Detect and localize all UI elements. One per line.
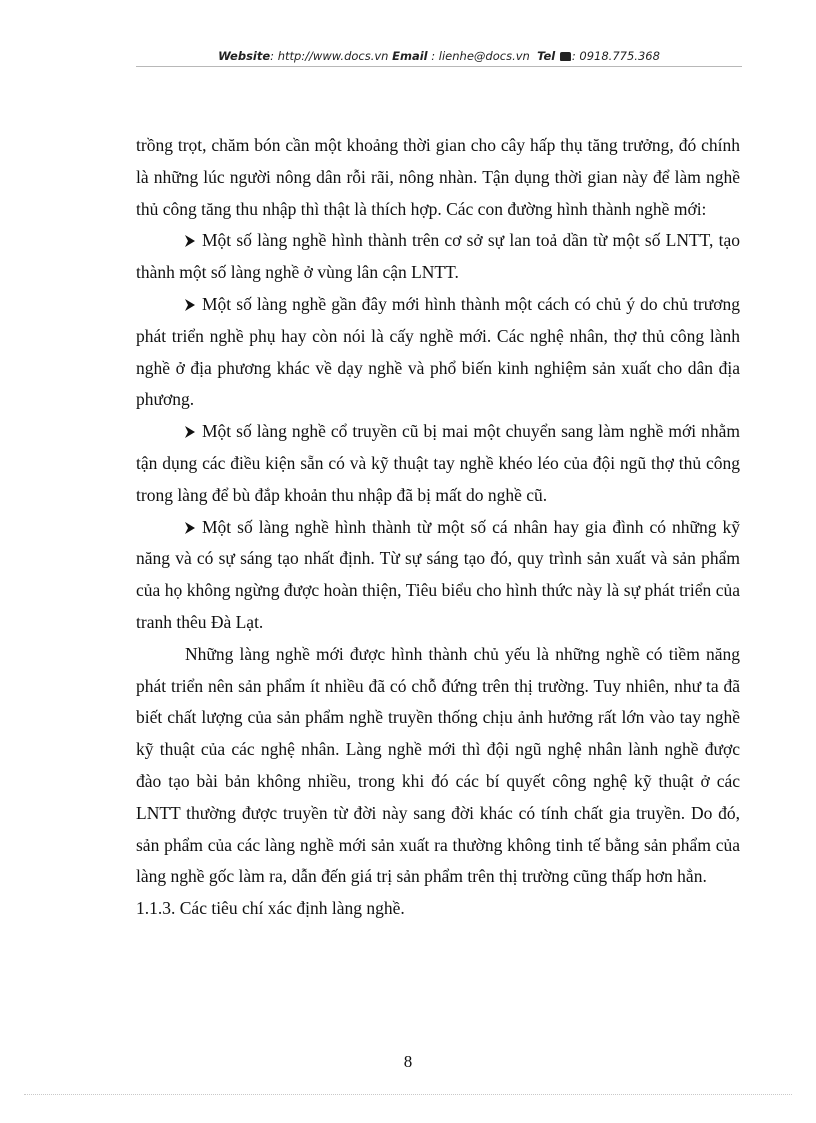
bullet-item <box>136 416 740 511</box>
tel-label: Tel <box>537 49 556 63</box>
page-number: 8 <box>403 1052 413 1071</box>
email-value[interactable]: : lienhe@docs.vn <box>427 49 530 63</box>
footer-rule <box>24 1094 792 1095</box>
bullet-text: Một số làng nghề hình thành từ một số cá nhân hay gia đình có những kỹ năng và có sự sáng tạo nhất định. Từ sự sáng tạo đó, quy trình sản xuất và sản phẩm của họ không ngừng được hoàn thiện, Tiêu biểu cho hình thức này là sự phát triển của tranh thêu Đà Lạt. <box>136 516 740 632</box>
bullet-text: Một số làng nghề cổ truyền cũ bị mai một chuyển sang làm nghề mới nhằm tận dụng các điều kiện sẵn có và kỹ thuật tay nghề khéo léo của đội ngũ thợ thủ công trong làng để bù đắp khoản thu nhập đã bị mất do nghề cũ. <box>136 421 740 505</box>
bullet-item <box>136 512 740 639</box>
intro-paragraph: trồng trọt, chăm bón cần một khoảng thời gian cho cây hấp thụ tăng trưởng, đó chính là những lúc người nông dân rỗi rãi, nông nhàn. Tận dụng thời gian này để làm nghề thủ công tăng thu nhập thì thật là thích hợp. Các con đường hình thành nghề mới: <box>136 135 740 219</box>
arrow-bullet-icon <box>185 426 195 438</box>
email-label: Email <box>392 49 428 63</box>
section-heading: 1.1.3. Các tiêu chí xác định làng nghề. <box>136 898 405 919</box>
header-rule <box>136 66 742 67</box>
bullet-text: Một số làng nghề gần đây mới hình thành một cách có chủ ý do chủ trương phát triển nghề phụ hay còn nói là cấy nghề mới. Các nghệ nhân, thợ thủ công lành nghề ở địa phương khác về dạy nghề và phổ biến kinh nghiệm sản xuất cho dân địa phương. <box>136 293 740 410</box>
website-value[interactable]: : http://www.docs.vn <box>270 49 389 63</box>
body-paragraph: Những làng nghề mới được hình thành chủ yếu là những nghề có tiềm năng phát triển nên sản phẩm ít nhiều đã có chỗ đứng trên thị trường. Tuy nhiên, như ta đã biết chất lượng của sản phẩm nghề truyền thống chịu ảnh hưởng rất lớn vào tay nghề kỹ thuật của các nghệ nhân. Làng nghề mới thì đội ngũ nghệ nhân lành nghề được đào tạo bài bản không nhiều, trong khi đó các bí quyết công nghệ kỹ thuật ở các LNTT thường được truyền từ đời này sang đời khác có tính chất gia truyền. Do đó, sản phẩm của các làng nghề mới sản xuất ra thường không tinh tế bằng sản phẩm của làng nghề gốc làm ra, dẫn đến giá trị sản phẩm trên thị trường cũng thấp hơn hẳn. <box>136 643 740 887</box>
arrow-bullet-icon <box>185 522 195 534</box>
phone-icon <box>560 52 571 61</box>
page-header <box>136 46 742 68</box>
website-label: Website <box>218 49 271 63</box>
bullet-text: Một số làng nghề hình thành trên cơ sở sự lan toả dần từ một số LNTT, tạo thành một số làng nghề ở vùng lân cận LNTT. <box>136 230 740 283</box>
document-body <box>136 130 740 925</box>
arrow-bullet-icon <box>185 299 195 311</box>
bullet-item <box>136 225 740 289</box>
tel-value: : 0918.775.368 <box>571 49 660 63</box>
bullet-item <box>136 289 740 416</box>
arrow-bullet-icon <box>185 235 195 247</box>
